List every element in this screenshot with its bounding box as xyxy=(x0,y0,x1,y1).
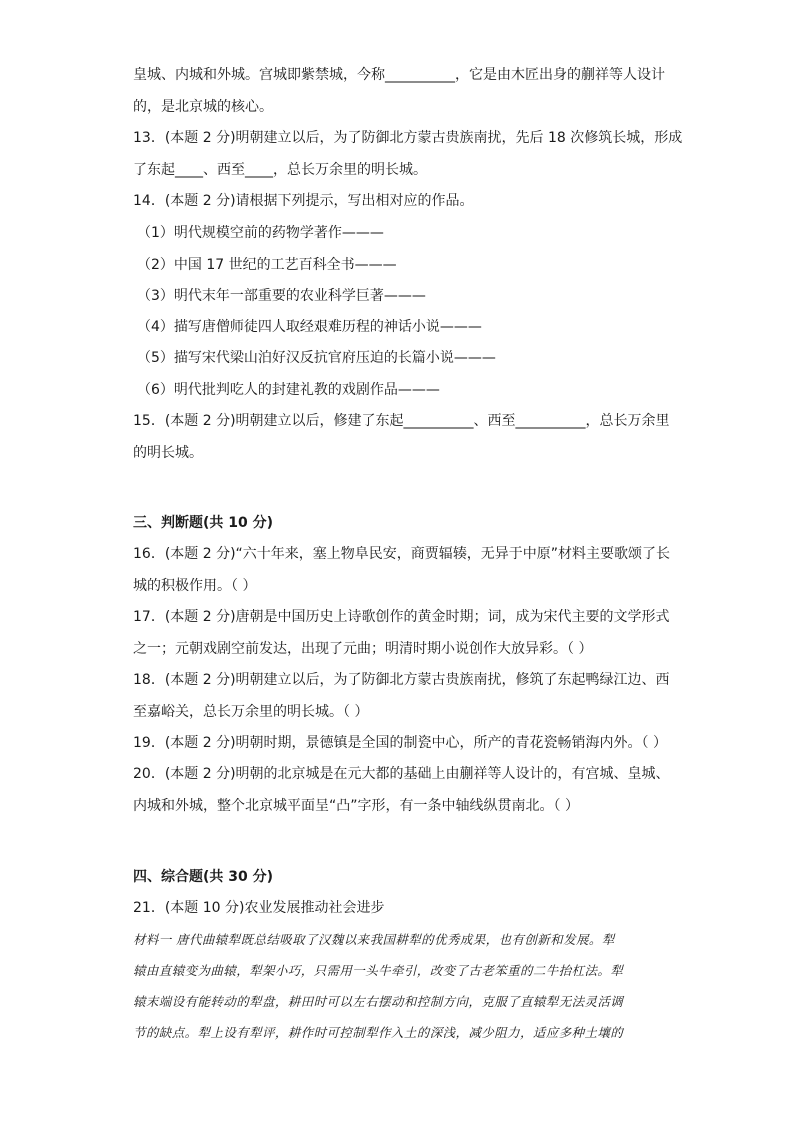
question-15: 15．(本题 2 分)明朝建立以后，修建了东起__________、西至__________，总长万余里 xyxy=(133,413,670,429)
question-14-item: （4）描写唐僧师徒四人取经艰难历程的神话小说——— xyxy=(137,319,482,335)
text-line: 的，是北京城的核心。 xyxy=(133,99,273,115)
text-line: 了东起____、西至____，总长万余里的明长城。 xyxy=(133,162,427,178)
text-line: 城的积极作用。（ ） xyxy=(133,578,257,594)
question-14-item: （5）描写宋代梁山泊好汉反抗官府压迫的长篇小说——— xyxy=(137,350,496,366)
question-16: 16．(本题 2 分)“六十年来，塞上物阜民安，商贾辐辏，无异于中原”材料主要歌颂了长 xyxy=(133,546,671,562)
text-line: 至嘉峪关，总长万余里的明长城。（ ） xyxy=(133,704,369,720)
question-21: 21．(本题 10 分)农业发展推动社会进步 xyxy=(133,900,385,916)
material-line: 辕末端设有能转动的犁盘，耕田时可以左右摆动和控制方向，克服了直辕犁无法灵活调 xyxy=(133,994,624,1009)
question-18: 18．(本题 2 分)明朝建立以后，为了防御北方蒙古贵族南扰，修筑了东起鸭绿江边、西 xyxy=(133,672,670,688)
material-line: 节的缺点。犁上设有犁评，耕作时可控制犁作入土的深浅，减少阻力，适应多种土壤的 xyxy=(133,1025,624,1040)
text-line: 的明长城。 xyxy=(133,445,203,461)
text-line: 皇城、内城和外城。宫城即紫禁城，今称__________，它是由木匠出身的蒯祥等人设计 xyxy=(133,67,665,83)
section-heading: 四、综合题(共 30 分) xyxy=(133,869,274,885)
section-heading: 三、判断题(共 10 分) xyxy=(133,515,274,531)
question-20: 20．(本题 2 分)明朝的北京城是在元大都的基础上由蒯祥等人设计的，有宫城、皇城、 xyxy=(133,766,670,782)
material-line: 辕由直辕变为曲辕，犁架小巧，只需用一头牛牵引，改变了古老笨重的二牛抬杠法。犁 xyxy=(133,963,624,978)
question-13: 13．(本题 2 分)明朝建立以后，为了防御北方蒙古贵族南扰，先后 18 次修筑长城，形成 xyxy=(133,130,683,146)
question-19: 19．(本题 2 分)明朝时期，景德镇是全国的制瓷中心，所产的青花瓷畅销海内外。（ ） xyxy=(133,735,667,751)
question-14: 14．(本题 2 分)请根据下列提示，写出相对应的作品。 xyxy=(133,193,474,209)
text-line: 之一；元朝戏剧空前发达，出现了元曲；明清时期小说创作大放异彩。（ ） xyxy=(133,641,593,657)
text-line: 内城和外城，整个北京城平面呈“凸”字形，有一条中轴线纵贯南北。（ ） xyxy=(133,798,579,814)
question-14-item: （6）明代批判吃人的封建礼教的戏剧作品——— xyxy=(137,382,440,398)
question-14-item: （2）中国 17 世纪的工艺百科全书——— xyxy=(137,257,397,273)
question-14-item: （1）明代规模空前的药物学著作——— xyxy=(137,225,384,241)
question-17: 17．(本题 2 分)唐朝是中国历史上诗歌创作的黄金时期；词，成为宋代主要的文学形式 xyxy=(133,609,670,625)
question-14-item: （3）明代末年一部重要的农业科学巨著——— xyxy=(137,288,426,304)
material-line: 材料一 唐代曲辕犁既总结吸取了汉魏以来我国耕犁的优秀成果，也有创新和发展。犁 xyxy=(133,932,615,947)
